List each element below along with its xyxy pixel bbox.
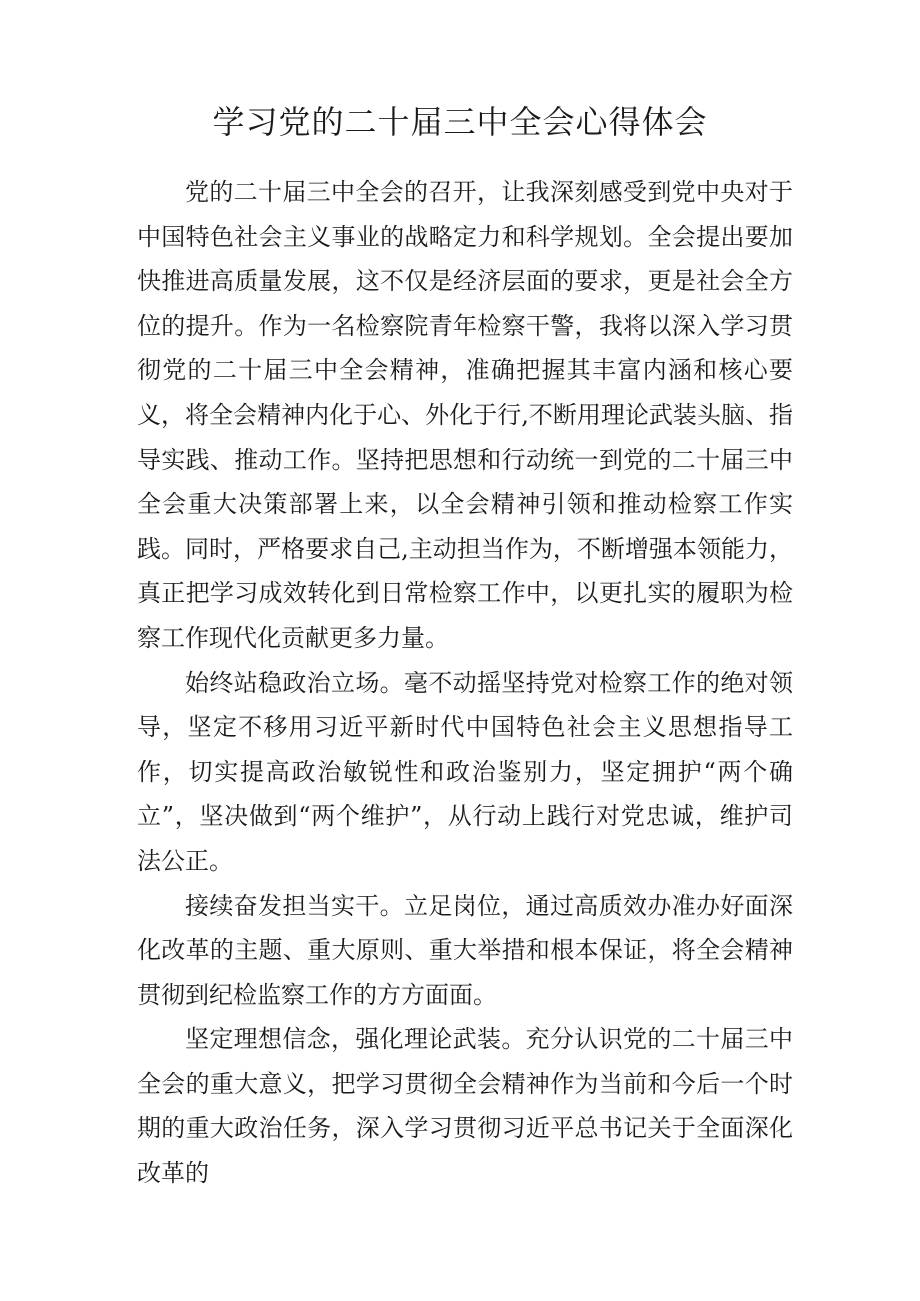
paragraph-2: 始终站稳政治立场。毫不动摇坚持党对检察工作的绝对领导，坚定不移用习近平新时代中国特色社会主义思想指导工作，切实提高政治敏锐性和政治鉴别力，坚定拥护“两个确立”，坚决做到“两个维护”，从行动上践行对党忠诚，维护司法公正。 (137, 668, 793, 875)
document-title: 学习党的二十届三中全会心得体会 (212, 103, 708, 141)
paragraph-3: 接续奋发担当实干。立足岗位，通过高质效办准办好面深化改革的主题、重大原则、重大举措和根本保证，将全会精神贯彻到纪检监察工作的方方面面。 (137, 891, 793, 1009)
paragraph-1: 党的二十届三中全会的召开，让我深刻感受到党中央对于中国特色社会主义事业的战略定力和科学规划。全会提出要加快推进高质量发展，这不仅是经济层面的要求，更是社会全方位的提升。作为一名检察院青年检察干警，我将以深入学习贯彻党的二十届三中全会精神，准确把握其丰富内涵和核心要义，将全会精神内化于心、外化于行,不断用理论武装头脑、指导实践、推动工作。坚持把思想和行动统一到党的二十届三中全会重大决策部署上来，以全会精神引领和推动检察工作实践。同时，严格要求自己,主动担当作为，不断增强本领能力，真正把学习成效转化到日常检察工作中，以更扎实的履职为检察工作现代化贡献更多力量。 (137, 178, 793, 652)
paragraph-4: 坚定理想信念，强化理论武装。充分认识党的二十届三中全会的重大意义，把学习贯彻全会精神作为当前和今后一个时期的重大政治任务，深入学习贯彻习近平总书记关于全面深化改革的 (137, 1025, 793, 1188)
document-body (137, 170, 793, 1196)
